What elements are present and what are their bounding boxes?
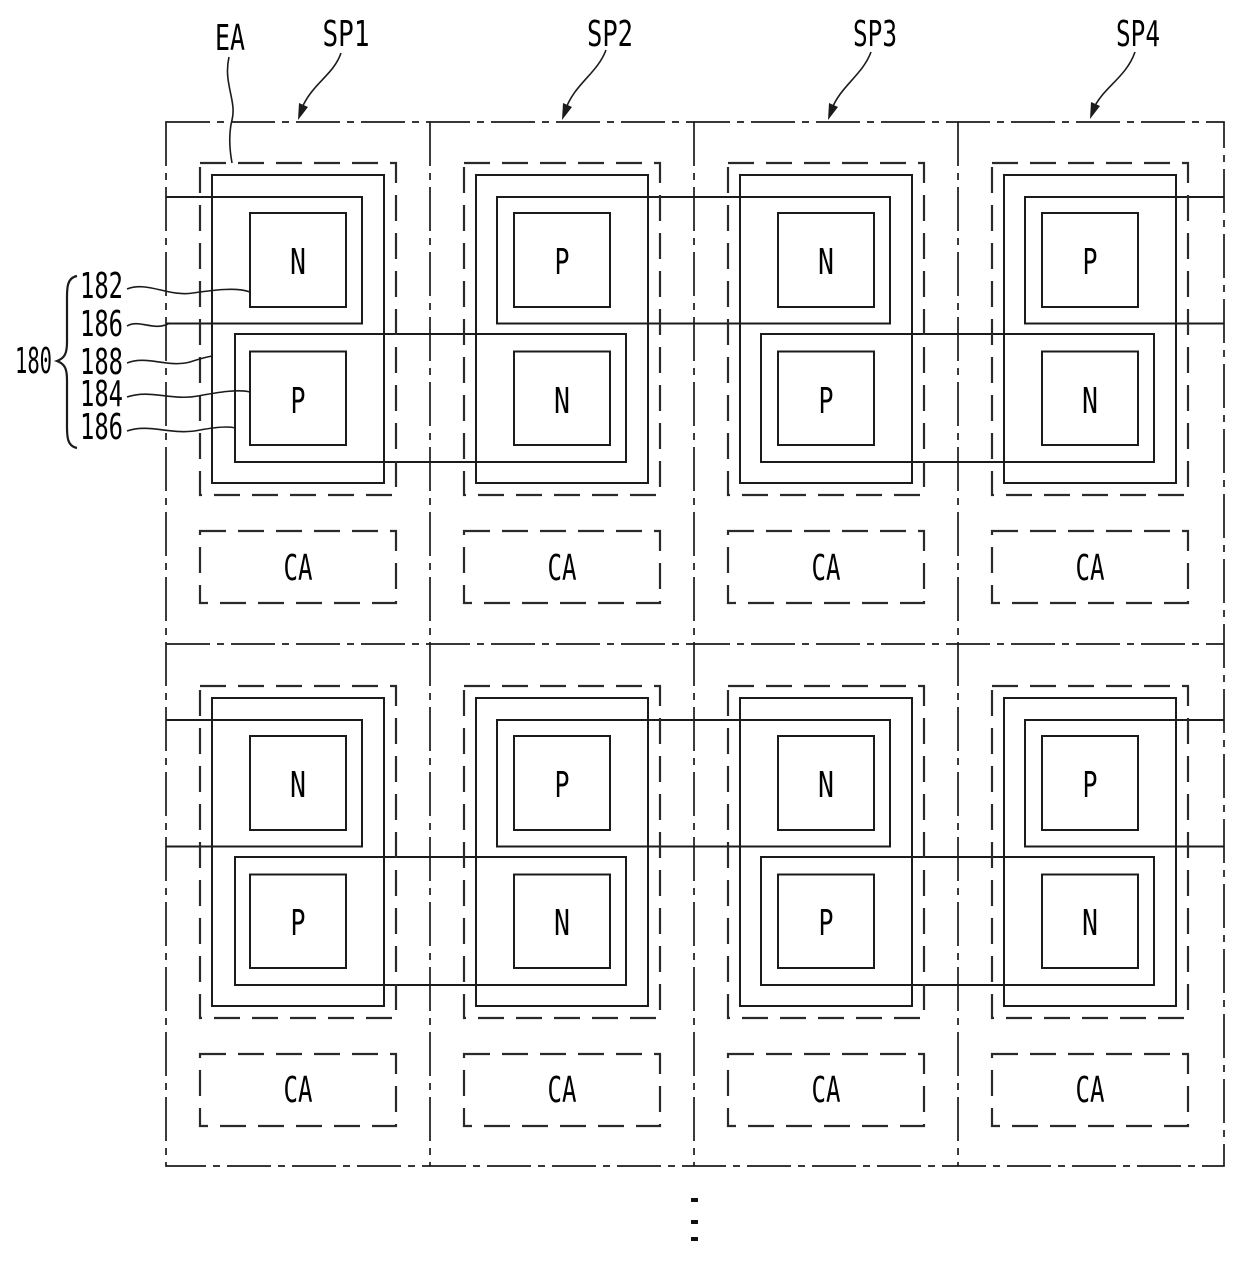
connection-band-186 <box>1025 197 1224 324</box>
subpixel-cell-r1c2 <box>464 163 660 603</box>
part-leader-186b <box>127 427 235 432</box>
subpixel-leader-sp2 <box>565 50 606 111</box>
subpixel-leader-sp3 <box>831 52 871 111</box>
emission-area-callout-label: EA <box>215 18 246 59</box>
part-leader-182 <box>127 287 250 294</box>
element-outline-188 <box>1004 698 1176 1006</box>
contact-area-label: CA <box>547 1070 577 1111</box>
group-brace-icon <box>57 276 77 448</box>
part-label-186b: 186 <box>80 407 123 448</box>
subpixel-leader-sp1 <box>301 53 341 110</box>
subpixel-cell-r2c1 <box>200 686 396 1126</box>
part-label-186a: 186 <box>80 304 123 345</box>
subpixel-leader-sp4 <box>1093 52 1135 110</box>
top-region-label: P <box>1082 765 1098 806</box>
subpixel-cell-r2c4 <box>992 686 1188 1126</box>
subpixel-cell-r2c2 <box>464 686 660 1126</box>
subpixel-label-sp1: SP1 <box>322 14 370 55</box>
contact-area-label: CA <box>283 548 313 589</box>
arrowhead-icon <box>562 103 572 120</box>
subpixel-label-sp2: SP2 <box>587 14 633 55</box>
top-region-label: P <box>1082 242 1098 283</box>
subpixel-cell-r2c3 <box>728 686 924 1126</box>
bottom-region-label: P <box>818 903 834 944</box>
element-outline-188 <box>476 698 648 1006</box>
subpixel-label-sp3: SP3 <box>853 14 897 55</box>
bottom-region-label: N <box>1082 903 1098 944</box>
bottom-region-label: P <box>818 381 834 422</box>
emission-area-leader-line <box>227 57 233 163</box>
stack-group-label-180: 180 <box>15 341 52 382</box>
top-region-label: N <box>290 242 306 283</box>
bottom-region-label: N <box>554 903 570 944</box>
element-outline-188 <box>212 175 384 483</box>
top-region-label: P <box>554 765 570 806</box>
bottom-region-label: N <box>1082 381 1098 422</box>
bottom-region-label: N <box>554 381 570 422</box>
part-label-182: 182 <box>80 266 123 307</box>
top-region-label: N <box>290 765 306 806</box>
arrowhead-icon <box>1090 102 1100 119</box>
element-outline-188 <box>740 175 912 483</box>
subpixel-cell-r1c4 <box>992 163 1188 603</box>
element-outline-188 <box>212 698 384 1006</box>
element-outline-188 <box>740 698 912 1006</box>
connection-band-186 <box>1025 720 1224 847</box>
contact-area-label: CA <box>1075 548 1105 589</box>
part-label-188: 188 <box>80 342 123 383</box>
contact-area-label: CA <box>811 548 841 589</box>
contact-area-label: CA <box>811 1070 841 1111</box>
contact-area-label: CA <box>547 548 577 589</box>
vertical-ellipsis-icon <box>691 1198 698 1241</box>
subpixel-cell-r1c3 <box>728 163 924 603</box>
arrowhead-icon <box>828 103 838 120</box>
bottom-region-label: P <box>290 381 306 422</box>
top-region-label: N <box>818 242 834 283</box>
element-outline-188 <box>476 175 648 483</box>
connection-band-186 <box>166 197 362 324</box>
arrowhead-icon <box>298 103 308 120</box>
element-outline-188 <box>1004 175 1176 483</box>
part-leader-186a <box>127 324 168 327</box>
part-label-184: 184 <box>80 374 123 415</box>
top-region-label: N <box>818 765 834 806</box>
contact-area-label: CA <box>283 1070 313 1111</box>
connection-band-186 <box>166 720 362 847</box>
bottom-region-label: P <box>290 903 306 944</box>
contact-area-label: CA <box>1075 1070 1105 1111</box>
part-leader-184 <box>127 391 250 397</box>
subpixel-label-sp4: SP4 <box>1116 14 1160 55</box>
subpixel-cell-r1c1 <box>200 163 396 603</box>
top-region-label: P <box>554 242 570 283</box>
